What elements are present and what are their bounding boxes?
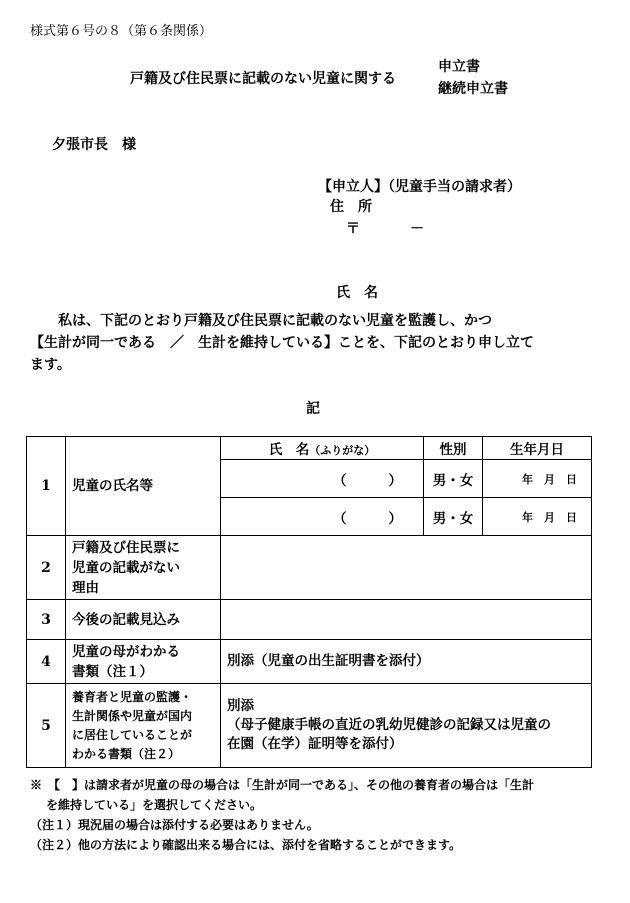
child-2-birthdate[interactable]: 年 月 日	[483, 498, 592, 536]
statement-line-2: 【生計が同一である ／ 生計を維持している】ことを、下記のとおり申し立て	[30, 335, 534, 351]
statement-line-1: 私は、下記のとおり戸籍及び住民票に記載のない児童を監護し、かつ	[58, 313, 492, 329]
row-2-number: 2	[27, 536, 66, 600]
header-name	[221, 437, 424, 460]
row-5-label-line-1: 養育者と児童の監護・	[72, 689, 193, 704]
row-4-number: 4	[27, 640, 66, 684]
child-2-paren-close: ）	[388, 510, 402, 527]
note-asterisk-line-2: を維持している」を選択してください。	[46, 798, 263, 812]
row-5-value-line-1: 別添	[227, 698, 254, 714]
row-5-label-line-4: わかる書類（注２）	[72, 746, 181, 761]
postal-mark: 〒	[346, 221, 360, 237]
row-5-number: 5	[27, 684, 66, 768]
row-3-value[interactable]	[221, 600, 592, 640]
addressee: 夕張市長 様	[52, 137, 136, 153]
title-option-application: 申立書	[438, 59, 480, 75]
header-furigana: （ふりがな）	[309, 444, 376, 457]
child-1-gender[interactable]: 男・女	[424, 460, 483, 498]
child-1-paren-open: （	[333, 472, 347, 489]
child-1-paren-close: ）	[388, 472, 402, 489]
form-number: 様式第６号の８（第６条関係）	[30, 24, 213, 39]
row-5-value-line-2: （母子健康手帳の直近の乳幼児健診の記録又は児童の	[227, 717, 551, 733]
note-asterisk-line-1: ※ 【 】は請求者が児童の母の場合は「生計が同一である」、その他の養育者の場合は「生計	[30, 778, 535, 792]
row-4-label	[66, 640, 221, 684]
row-1-number: 1	[27, 437, 66, 536]
title-option-continuation: 継続申立書	[438, 81, 508, 97]
row-2-label-line-1: 戸籍及び住民票に	[72, 539, 180, 556]
details-table	[26, 436, 592, 768]
row-2-label-line-2: 児童の記載がない	[72, 559, 180, 576]
row-5-label	[66, 684, 221, 768]
row-5-value-line-3: 在園（在学）証明等を添付）	[227, 736, 403, 752]
postal-dash: －	[410, 221, 424, 237]
row-5-label-line-3: に居住していることが	[72, 727, 193, 742]
row-2-label	[66, 536, 221, 600]
child-1-name-field[interactable]	[221, 460, 424, 498]
row-5-label-line-2: 生計関係や児童が国内	[72, 708, 193, 723]
row-4-label-line-1: 児童の母がわかる	[72, 643, 180, 660]
header-birthdate: 生年月日	[483, 437, 592, 460]
ki-heading: 記	[306, 401, 320, 417]
row-4-label-line-2: 書類（注１）	[72, 663, 153, 680]
row-1-label: 児童の氏名等	[66, 437, 221, 536]
child-2-paren-open: （	[333, 510, 347, 527]
row-4-value: 別添（児童の出生証明書を添付）	[221, 640, 592, 684]
row-2-value[interactable]	[221, 536, 592, 600]
document-title: 戸籍及び住民票に記載のない児童に関する	[130, 71, 396, 87]
row-2-label-line-3: 理由	[72, 579, 99, 596]
note-1: （注１）現況届の場合は添付する必要はありません。	[30, 818, 319, 832]
row-3-number: 3	[27, 600, 66, 640]
child-1-birthdate[interactable]: 年 月 日	[483, 460, 592, 498]
child-2-name-field[interactable]	[221, 498, 424, 536]
applicant-heading: 【申立人】（児童手当の請求者）	[318, 179, 521, 195]
name-label: 氏 名	[336, 285, 378, 301]
statement-line-3: ます。	[30, 357, 71, 373]
address-label: 住 所	[330, 199, 372, 215]
note-2: （注２）他の方法により確認出来る場合には、添付を省略することができます。	[30, 838, 462, 852]
child-2-gender[interactable]: 男・女	[424, 498, 483, 536]
header-gender: 性別	[424, 437, 483, 460]
header-name-text: 氏 名	[268, 442, 310, 458]
row-3-label: 今後の記載見込み	[66, 600, 221, 640]
row-5-value	[221, 684, 592, 768]
